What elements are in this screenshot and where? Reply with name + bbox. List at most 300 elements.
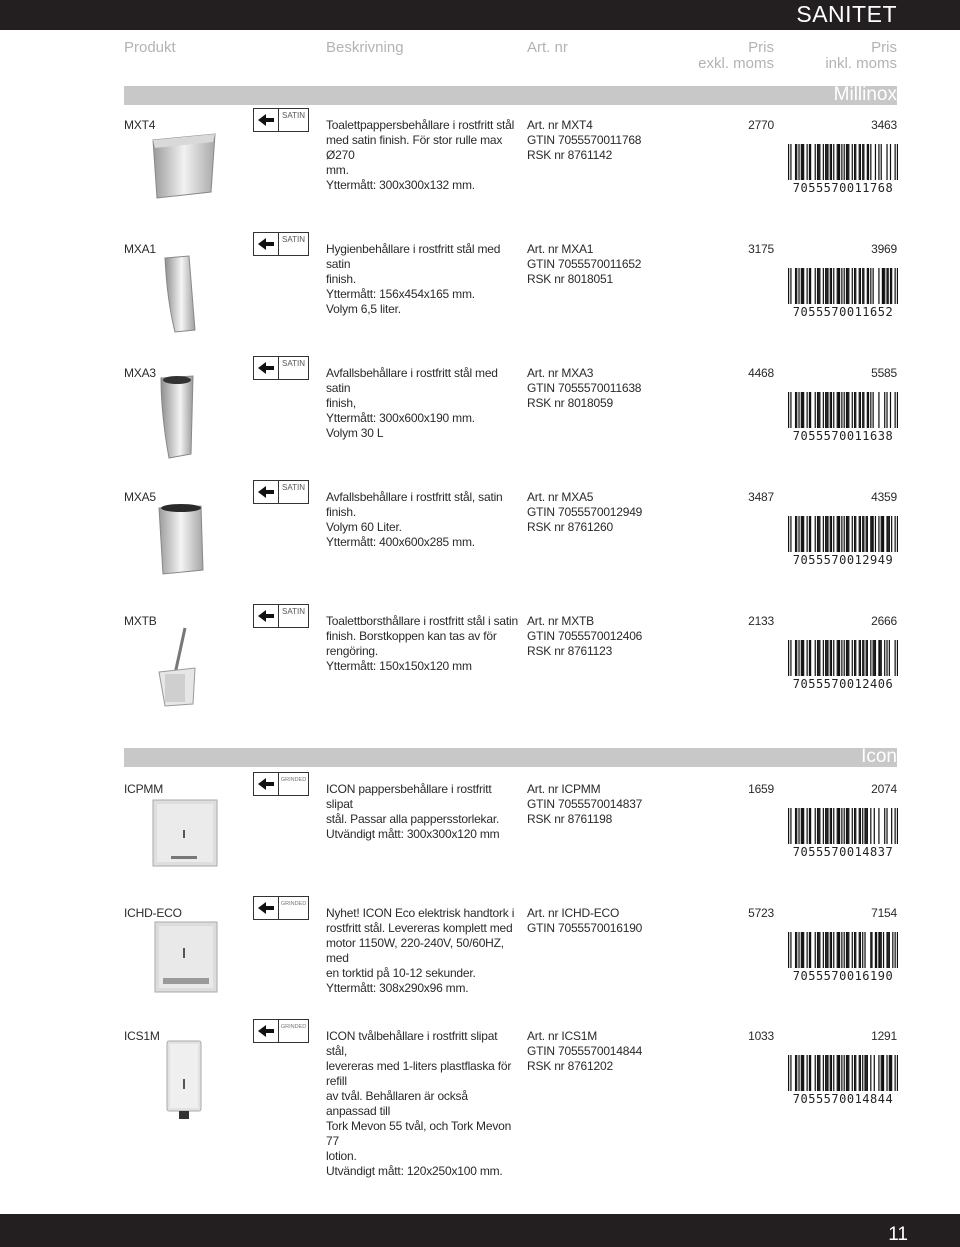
barcode-bar [819,1055,820,1091]
price-excl-vat: 1033 [748,1029,774,1043]
price-incl-vat: 3463 [871,118,897,132]
product-description: Avfallsbehållare i rostfritt stål med satin finish, Yttermått: 300x600x190 mm. Volym 30 L [326,366,498,440]
barcode-bar [817,268,818,304]
barcode-bar [817,144,818,180]
barcode-bar [826,640,827,676]
barcode-bar [847,640,848,676]
barcode-bar [873,392,874,428]
barcode-bar [807,1055,808,1091]
barcode-bar [827,640,828,676]
barcode-bar [795,268,796,304]
barcode-bar [826,808,827,844]
barcode-bar [802,932,803,968]
barcode-bar [818,144,819,180]
barcode-bar [841,268,842,304]
barcode-bar [827,808,828,844]
barcode-bar [833,516,834,552]
barcode-bar [859,392,860,428]
barcode-bar [802,268,803,304]
barcode-bar [802,808,803,844]
barcode-bar [819,516,820,552]
barcode-bar [807,144,808,180]
barcode-bar [841,1055,842,1091]
barcode-bar [852,516,853,552]
barcode-bar [844,640,845,676]
barcode-bar [796,516,797,552]
barcode-bar [837,1055,838,1091]
barcode-bar [878,268,879,304]
barcode-bar [883,932,884,968]
barcode-bar [844,268,845,304]
barcode-bar [810,144,811,180]
barcode-bar [827,144,828,180]
barcode-bar [801,392,802,428]
price-incl-vat: 4359 [871,490,897,504]
barcode-bar [847,392,848,428]
barcode-bar [859,268,860,304]
barcode-bar [864,932,865,968]
barcode-bar [802,392,803,428]
product-image [145,250,223,336]
price-incl-vat: 7154 [871,906,897,920]
barcode-bar [788,516,789,552]
barcode-bar [848,144,849,180]
barcode-bar [855,392,856,428]
barcode-bar [833,392,834,428]
barcode-bar [818,1055,819,1091]
barcode-bar [859,932,860,968]
barcode-bar [852,932,853,968]
barcode-bar [790,268,791,304]
barcode-bar [873,268,874,304]
barcode-bar [847,268,848,304]
barcode-number: 7055570011768 [792,181,894,195]
barcode-bar [839,640,840,676]
article-info: Art. nr ICHD-ECO GTIN 7055570016190 [527,906,643,935]
barcode-bar [867,516,868,552]
product-code: MXTB [124,614,157,628]
price-incl-vat: 1291 [871,1029,897,1043]
barcode-bar [807,808,808,844]
product-description: Avfallsbehållare i rostfritt stål, satin finish. Volym 60 Liter. Yttermått: 400x600x285 mm. [326,490,503,549]
barcode-bar [866,516,867,552]
barcode-bar [878,516,879,552]
barcode-bar [855,268,856,304]
barcode-bar [807,268,808,304]
barcode-bar [827,268,828,304]
barcode-bar [803,516,804,552]
footer-bar [0,1214,960,1247]
barcode-bar [848,1055,849,1091]
barcode-bar [803,932,804,968]
barcode-bar [886,516,887,552]
article-info: Art. nr MXT4 GTIN 7055570011768 RSK nr 8761142 [527,118,642,162]
barcode-bar [818,932,819,968]
barcode-bar [795,932,796,968]
barcode-bar [825,516,826,552]
barcode-bar [863,268,864,304]
barcode-bar [819,268,820,304]
barcode-bar [897,392,898,428]
barcode-bar [788,1055,789,1091]
barcode-bar [848,392,849,428]
barcode-bar [833,1055,834,1091]
barcode-bar [827,1055,828,1091]
section-bar-millinox [124,86,897,105]
barcode-bar [855,516,856,552]
product-image [145,498,223,584]
barcode-bar [889,516,890,552]
barcode-bar [815,516,816,552]
barcode-bar [862,1055,863,1091]
barcode-bar [867,268,868,304]
barcode-bar [854,808,855,844]
barcode-bar [831,1055,832,1091]
barcode-bar [860,392,861,428]
barcode-bar [884,392,885,428]
barcode-bar [818,516,819,552]
barcode-bar [866,640,867,676]
barcode-bar [895,144,896,180]
product-code: ICPMM [124,782,163,796]
barcode-bar [817,516,818,552]
barcode-bar [818,640,819,676]
header-bar [0,0,960,30]
barcode-bar [852,808,853,844]
barcode-bar [826,516,827,552]
barcode-number: 7055570016190 [792,969,894,983]
barcode-bar [815,268,816,304]
barcode-bar [831,808,832,844]
barcode-bar [827,392,828,428]
barcode-bar [790,516,791,552]
barcode-bar [838,144,839,180]
barcode-bar [790,808,791,844]
product-image [145,622,223,708]
barcode-bar [854,392,855,428]
barcode-bar [796,268,797,304]
barcode-bar [844,516,845,552]
barcode-bar [870,144,871,180]
barcode-bar [890,1055,891,1091]
barcode-bar [891,516,892,552]
barcode-bar [846,640,847,676]
price-excl-vat: 2770 [748,118,774,132]
barcode-bar [798,932,799,968]
barcode-bar [875,516,876,552]
barcode-bar [841,640,842,676]
barcode-bar [788,392,789,428]
barcode-bar [881,640,882,676]
barcode-bar [860,932,861,968]
price-excl-vat: 3175 [748,242,774,256]
barcode-bar [883,516,884,552]
barcode-bar [870,1055,871,1091]
barcode-bar [788,640,789,676]
barcode-bar [830,144,831,180]
barcode-bar [839,392,840,428]
barcode-bar [795,144,796,180]
barcode-bar [846,516,847,552]
barcode-bar [803,640,804,676]
barcode-bar [860,516,861,552]
barcode-bar [807,932,808,968]
barcode-number: 7055570011638 [792,429,894,443]
barcode-bar [841,516,842,552]
barcode-bar [862,516,863,552]
barcode-bar [884,640,885,676]
barcode-bar [833,808,834,844]
barcode-bar [881,932,882,968]
barcode-bar [871,932,872,968]
barcode-bar [833,640,834,676]
barcode-bar [809,392,810,428]
barcode-bar [809,932,810,968]
barcode-bar [819,932,820,968]
barcode-bar [847,144,848,180]
barcode-bar [860,268,861,304]
barcode-bar [897,808,898,844]
barcode-bar [817,808,818,844]
barcode-bar [825,932,826,968]
barcode-bar [809,516,810,552]
barcode-bar [855,808,856,844]
barcode-bar [897,144,898,180]
page-title: SANITET [796,1,897,27]
barcode-bar [846,392,847,428]
barcode-bar [859,144,860,180]
barcode-bar [810,1055,811,1091]
article-info: Art. nr MXTB GTIN 7055570012406 RSK nr 8761123 [527,614,643,658]
barcode-bar [802,640,803,676]
barcode-bar [810,392,811,428]
product-code: MXA3 [124,366,156,380]
barcode-bar [847,932,848,968]
barcode-bar [868,144,869,180]
barcode [788,640,898,702]
barcode-bar [890,144,891,180]
barcode-bar [809,268,810,304]
barcode-bar [870,392,871,428]
finish-indicator [253,480,309,504]
arrow-left-icon [254,118,278,135]
barcode-bar [837,516,838,552]
finish-label: GRINDED [279,772,309,796]
arrow-left-icon [254,490,278,507]
barcode-bar [860,640,861,676]
finish-indicator [253,108,309,132]
barcode-bar [863,640,864,676]
barcode-bar [852,268,853,304]
barcode-bar [897,1055,898,1091]
barcode-bar [883,1055,884,1091]
barcode-bar [870,268,871,304]
barcode-bar [818,392,819,428]
barcode-bar [833,144,834,180]
barcode-bar [796,1055,797,1091]
barcode-bar [841,392,842,428]
product-description: Toalettpappersbehållare i rostfritt stål med satin finish. För stor rulle max Ø270 mm. Yttermått: 300x300x132 mm. [326,118,515,192]
barcode-bar [810,640,811,676]
barcode-bar [833,268,834,304]
product-image [145,126,223,212]
barcode-bar [881,1055,882,1091]
barcode-bar [848,932,849,968]
barcode-bar [874,640,875,676]
barcode-bar [860,144,861,180]
barcode-bar [886,392,887,428]
barcode-bar [823,640,824,676]
barcode [788,144,898,206]
barcode-bar [878,392,879,428]
barcode-bar [854,1055,855,1091]
price-excl-vat: 3487 [748,490,774,504]
barcode-bar [807,392,808,428]
barcode-bar [874,1055,875,1091]
barcode-bar [796,808,797,844]
barcode-bar [815,1055,816,1091]
barcode-bar [803,268,804,304]
barcode-bar [882,1055,883,1091]
barcode-bar [807,640,808,676]
barcode-bar [837,392,838,428]
price-incl-vat: 2666 [871,614,897,628]
finish-indicator [253,604,309,628]
barcode-bar [889,932,890,968]
barcode-bar [888,516,889,552]
barcode-bar [823,808,824,844]
barcode-bar [826,1055,827,1091]
barcode-bar [796,392,797,428]
barcode-bar [815,808,816,844]
barcode-bar [886,932,887,968]
barcode-bar [825,808,826,844]
barcode-bar [841,932,842,968]
barcode-bar [790,392,791,428]
barcode-bar [888,932,889,968]
barcode-bar [854,144,855,180]
barcode-bar [892,932,893,968]
barcode-bar [831,640,832,676]
column-header-produkt: Produkt [124,39,176,56]
barcode-bar [882,268,883,304]
barcode-bar [803,392,804,428]
barcode-bar [897,932,898,968]
price-excl-vat: 5723 [748,906,774,920]
barcode-bar [795,640,796,676]
barcode-bar [826,932,827,968]
barcode-bar [848,808,849,844]
barcode-bar [823,268,824,304]
barcode-bar [886,1055,887,1091]
barcode-bar [860,808,861,844]
barcode [788,392,898,454]
product-description: Hygienbehållare i rostfritt stål med satin finish. Yttermått: 156x454x165 mm. Volym 6,5 liter. [326,242,501,316]
barcode-bar [838,1055,839,1091]
barcode-bar [890,392,891,428]
barcode-bar [810,932,811,968]
barcode-bar [868,268,869,304]
barcode-bar [878,808,879,844]
barcode-bar [833,932,834,968]
barcode-number: 7055570012406 [792,677,894,691]
barcode-bar [830,392,831,428]
barcode-bar [852,144,853,180]
barcode-bar [801,268,802,304]
barcode-bar [897,268,898,304]
barcode-bar [825,392,826,428]
barcode-bar [875,932,876,968]
barcode-bar [889,1055,890,1091]
barcode-bar [848,268,849,304]
price-incl-vat: 3969 [871,242,897,256]
barcode-bar [831,392,832,428]
barcode-bar [854,640,855,676]
finish-indicator [253,1019,309,1043]
price-incl-vat: 2074 [871,782,897,796]
barcode-bar [868,392,869,428]
barcode-bar [809,640,810,676]
barcode-bar [870,640,871,676]
barcode-bar [846,144,847,180]
product-image [145,1037,223,1123]
barcode-bar [819,640,820,676]
section-title: Millinox [833,84,897,105]
barcode-bar [883,268,884,304]
page-number: 11 [888,1224,908,1245]
barcode-bar [823,1055,824,1091]
barcode-bar [867,640,868,676]
barcode [788,932,898,994]
barcode-bar [884,268,885,304]
barcode-bar [819,808,820,844]
barcode-bar [847,808,848,844]
price-incl-vat: 5585 [871,366,897,380]
price-excl-vat: 1659 [748,782,774,796]
barcode-bar [862,640,863,676]
barcode-bar [837,144,838,180]
barcode-bar [823,392,824,428]
product-code: ICS1M [124,1029,160,1043]
barcode-bar [844,1055,845,1091]
barcode-bar [889,640,890,676]
barcode-bar [807,516,808,552]
barcode-bar [810,268,811,304]
barcode-bar [837,932,838,968]
barcode [788,1055,898,1117]
barcode-bar [895,808,896,844]
barcode-bar [839,268,840,304]
barcode-bar [854,932,855,968]
barcode-bar [830,516,831,552]
arrow-left-icon [254,906,278,923]
barcode-bar [795,1055,796,1091]
article-info: Art. nr MXA5 GTIN 7055570012949 RSK nr 8761260 [527,490,643,534]
product-code: MXA1 [124,242,156,256]
finish-label: GRINDED [279,896,309,920]
barcode-bar [884,808,885,844]
finish-label: GRINDED [279,1019,309,1043]
barcode-bar [803,144,804,180]
barcode-bar [801,1055,802,1091]
barcode-bar [848,516,849,552]
barcode-bar [817,640,818,676]
product-code: MXA5 [124,490,156,504]
barcode-bar [876,932,877,968]
barcode-bar [841,808,842,844]
barcode-bar [790,1055,791,1091]
barcode-bar [838,640,839,676]
